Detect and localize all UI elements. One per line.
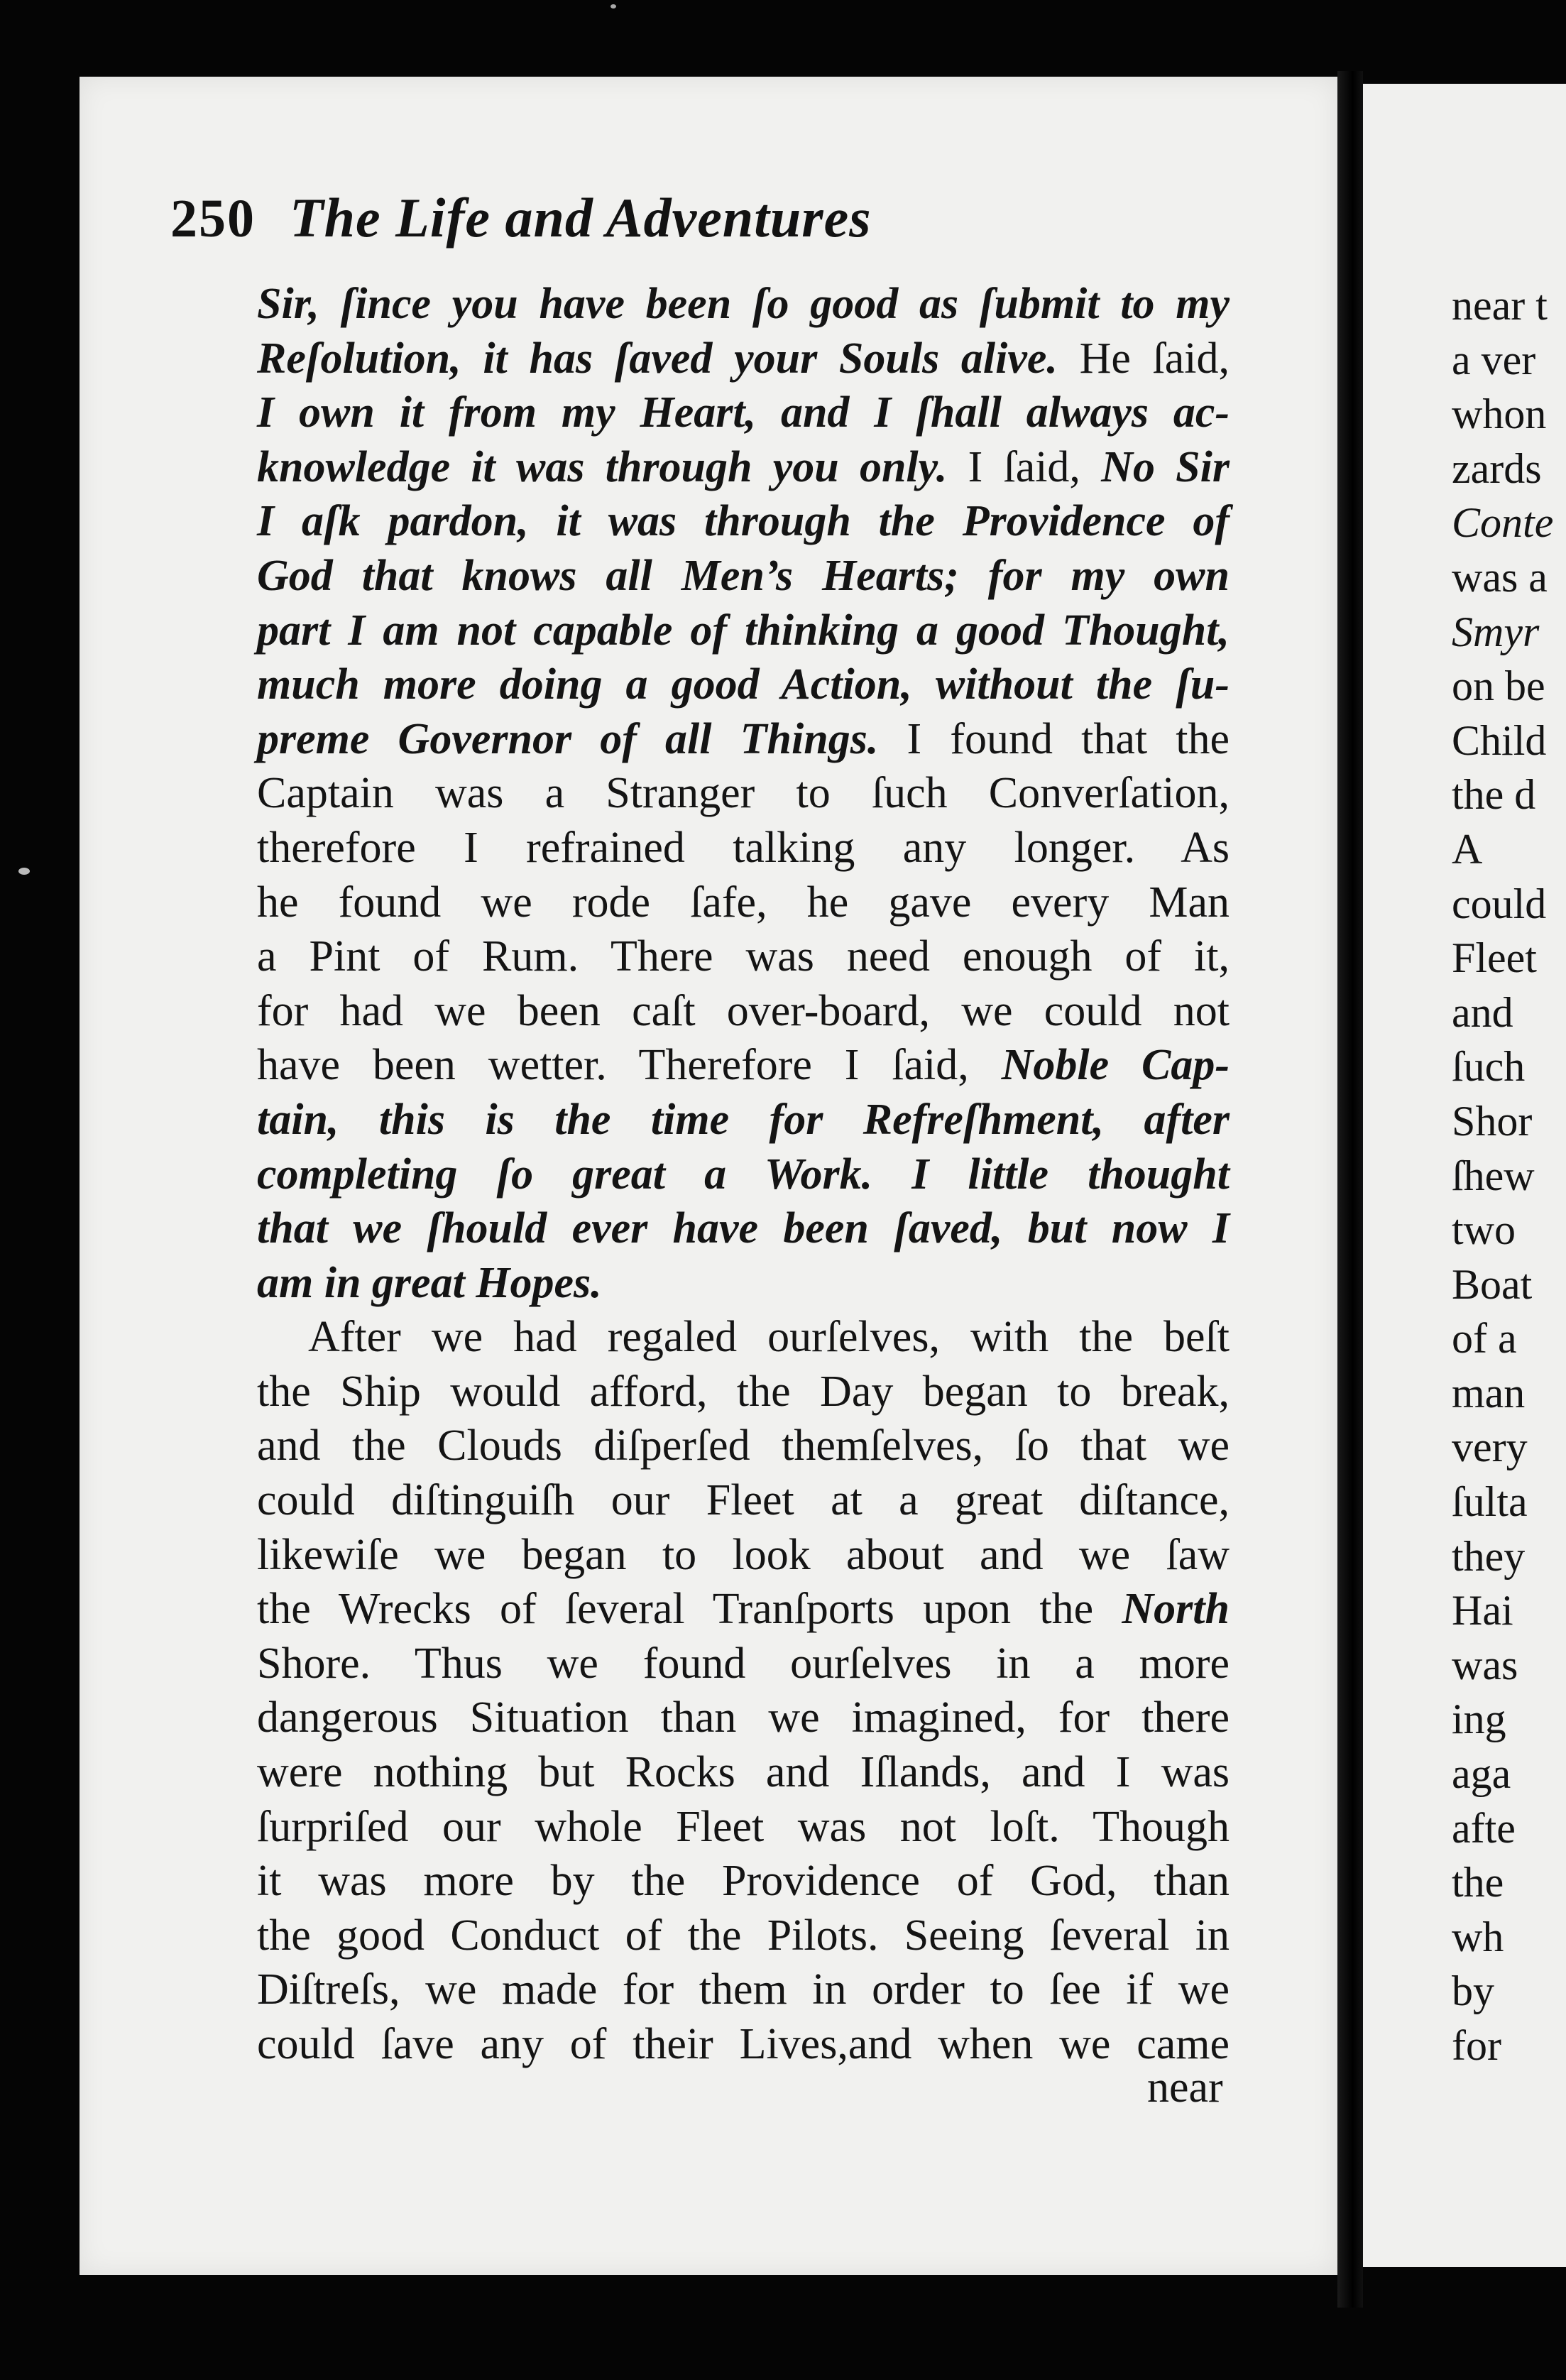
text-line <box>257 1909 1230 1963</box>
right-page-line: on be <box>1452 662 1545 710</box>
text-run: After we had regaled ourſelves, with the beſt <box>308 1313 1230 1362</box>
right-page-line: could <box>1452 880 1547 927</box>
text-line <box>257 1800 1230 1855</box>
italic-text-run: North <box>1122 1585 1230 1634</box>
text-line <box>257 494 1230 549</box>
text-run: the good Conduct of the Pilots. Seeing ſeveral in <box>257 1911 1230 1960</box>
text-run: Diſtreſs, we made for them in order to ſee if we <box>257 1965 1230 2014</box>
text-run: likewiſe we began to look about and we ſaw <box>257 1530 1230 1579</box>
text-line <box>257 1528 1230 1583</box>
italic-text-run: am in great Hopes. <box>257 1258 602 1307</box>
running-title: The Life and Adventures <box>290 187 872 249</box>
italic-text-run: Sir, ſince you have been ſo good as ſubmit to my <box>257 280 1230 328</box>
running-head <box>170 186 1249 264</box>
right-page-line: very <box>1452 1424 1528 1471</box>
right-page-line: aga <box>1452 1750 1511 1798</box>
text-run: therefore I refrained talking any longer. As <box>257 823 1230 872</box>
right-page-line: Boat <box>1452 1260 1533 1308</box>
italic-text-run: that we ſhould ever have been ſaved, but now I <box>257 1204 1230 1253</box>
right-page-line: by <box>1452 1967 1494 2015</box>
italic-text-run: Noble Cap- <box>1001 1041 1230 1090</box>
text-line <box>257 1582 1230 1637</box>
text-line <box>257 549 1230 604</box>
right-page-line: ing <box>1452 1696 1506 1743</box>
right-page-line: afte <box>1452 1804 1516 1852</box>
text-line <box>257 1473 1230 1528</box>
text-run: dangerous Situation than we imagined, for there <box>257 1693 1230 1742</box>
right-page-line: A <box>1452 825 1483 873</box>
right-page-line: man <box>1452 1369 1526 1416</box>
text-run: it was more by the Providence of God, than <box>257 1857 1230 1906</box>
right-page-line: two <box>1452 1206 1516 1254</box>
text-run: were nothing but Rocks and Iſlands, and I was <box>257 1748 1230 1797</box>
text-line <box>257 386 1230 440</box>
right-page-line: and <box>1452 988 1513 1036</box>
right-page-line: ſhew <box>1452 1152 1535 1199</box>
text-run: Shore. Thus we found ourſelves in a more <box>257 1639 1230 1688</box>
scan-speck <box>18 868 30 875</box>
text-run: and the Clouds diſperſed themſelves, ſo that we <box>257 1421 1230 1470</box>
right-page-line: ſuch <box>1452 1043 1526 1091</box>
right-page-line: was <box>1452 1641 1518 1688</box>
italic-text-run: No Sir <box>1101 442 1230 491</box>
italic-text-run: I aſk pardon, it was through the Providence of <box>257 497 1230 546</box>
right-page-line: Child <box>1452 716 1547 764</box>
page-number: 250 <box>170 189 256 249</box>
text-line <box>257 712 1230 767</box>
right-page-line: ſulta <box>1452 1478 1528 1526</box>
text-line <box>257 1745 1230 1800</box>
right-page-line: near t <box>1452 282 1548 329</box>
text-line <box>257 277 1230 332</box>
text-run: for had we been caſt over-board, we could not <box>257 986 1230 1035</box>
right-page-line: Hai <box>1452 1587 1513 1634</box>
text-run: He ſaid, <box>1057 334 1230 383</box>
right-page-line: the d <box>1452 771 1536 819</box>
italic-text-run: part I am not capable of thinking a good Thought, <box>257 606 1230 655</box>
italic-text-run: much more doing a good Action, without the ſu- <box>257 660 1230 709</box>
text-line <box>257 1038 1230 1093</box>
text-line <box>257 929 1230 984</box>
text-run: I found that the <box>878 714 1230 763</box>
right-page-line: Fleet <box>1452 934 1537 982</box>
text-line <box>257 875 1230 930</box>
text-line <box>257 604 1230 658</box>
book-gutter <box>1337 71 1363 2308</box>
right-page-text-fragments <box>1452 278 1566 2073</box>
text-run: could ſave any of their Lives,and when we came <box>257 2020 1230 2068</box>
right-page-line: for <box>1452 2022 1501 2069</box>
text-line <box>257 1093 1230 1147</box>
right-page-line: Shor <box>1452 1097 1533 1145</box>
text-line <box>257 1854 1230 1909</box>
italic-text-run: tain, this is the time for Refreſhment, after <box>257 1095 1230 1144</box>
text-line <box>257 1256 1230 1311</box>
right-page-line: Conte <box>1452 499 1554 547</box>
italic-text-run: I own it from my Heart, and I ſhall always ac- <box>257 388 1230 437</box>
scan-speck <box>610 4 616 9</box>
right-page-line: whon <box>1452 391 1547 438</box>
text-line <box>257 766 1230 821</box>
right-page-line: wh <box>1452 1913 1504 1960</box>
text-line <box>257 332 1230 386</box>
italic-text-run: knowledge it was through you only. <box>257 442 948 491</box>
text-line <box>257 1419 1230 1473</box>
right-page-line: the <box>1452 1859 1504 1906</box>
text-run: could diſtinguiſh our Fleet at a great diſtance, <box>257 1476 1230 1525</box>
text-line <box>257 1201 1230 1256</box>
text-run: have been wetter. Therefore I ſaid, <box>257 1041 1002 1090</box>
text-line <box>257 1310 1230 1365</box>
right-page-line: a ver <box>1452 336 1536 383</box>
text-run: the Wrecks of ſeveral Tranſports upon the <box>257 1585 1122 1634</box>
text-line <box>257 821 1230 875</box>
right-page-line: Smyr <box>1452 608 1540 655</box>
right-page-line: of a <box>1452 1315 1517 1363</box>
right-page-line: zards <box>1452 444 1542 492</box>
text-line <box>257 1637 1230 1691</box>
right-page-line: was a <box>1452 553 1548 601</box>
text-run: a Pint of Rum. There was need enough of it, <box>257 932 1230 981</box>
right-page-line: they <box>1452 1532 1526 1580</box>
italic-text-run: preme Governor of all Things. <box>257 714 879 763</box>
text-line <box>257 440 1230 495</box>
text-run: Captain was a Stranger to ſuch Converſation, <box>257 769 1230 818</box>
italic-text-run: Reſolution, it has ſaved your Souls alive. <box>257 334 1058 383</box>
body-text <box>257 277 1230 2072</box>
text-line <box>257 984 1230 1039</box>
text-line <box>257 1147 1230 1202</box>
text-line <box>257 657 1230 712</box>
italic-text-run: God that knows all Men’s Hearts; for my own <box>257 551 1230 600</box>
text-line <box>257 1963 1230 2017</box>
text-line <box>257 1365 1230 1419</box>
italic-text-run: completing ſo great a Work. I little thought <box>257 1150 1230 1199</box>
text-run: I ſaid, <box>947 442 1102 491</box>
text-line <box>257 1691 1230 1745</box>
text-run: the Ship would afford, the Day began to break, <box>257 1367 1230 1416</box>
text-run: ſurpriſed our whole Fleet was not loſt. Though <box>257 1802 1230 1851</box>
text-run: he found we rode ſafe, he gave every Man <box>257 878 1230 927</box>
catchword: near <box>1147 2063 1223 2112</box>
text-line <box>257 2017 1230 2072</box>
